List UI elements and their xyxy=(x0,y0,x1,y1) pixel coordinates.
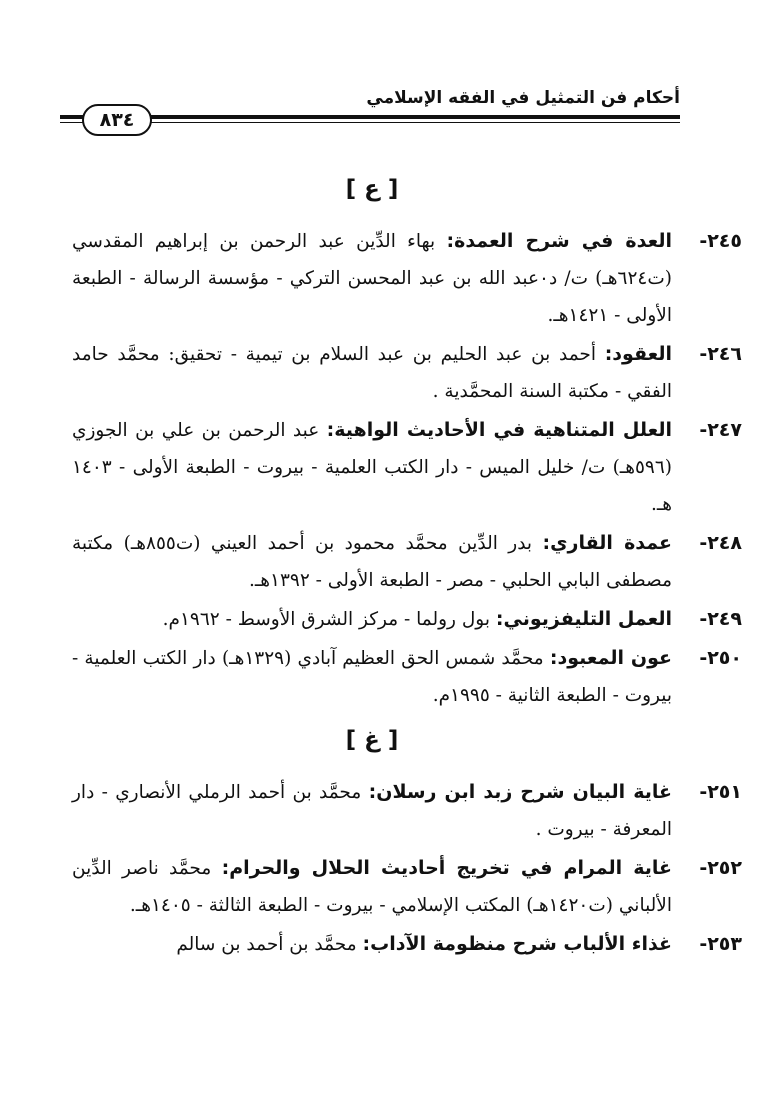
entry-text: بدر الدِّين محمَّد محمود بن أحمد العيني (ت٨٥٥هـ) مكتبة مصطفى البابي الحلبي - مصر - الطبعة الأولى - ١٣٩٢هـ. xyxy=(72,533,672,591)
entry-title: العمل التليفزيوني: xyxy=(495,608,672,630)
entry-number: ٢٥٣- xyxy=(699,933,742,955)
bibliography-entry xyxy=(72,926,742,963)
entry-text: بهاء الدِّين عبد الرحمن بن إبراهيم المقدسي (ت٦٢٤هـ) ت/ د٠عبد الله بن عبد المحسن التركي - مؤسسة الرسالة - الطبعة الأولى - ١٤٢١هـ. xyxy=(72,231,672,326)
header-rule-thin xyxy=(142,122,680,123)
entry-number: ٢٥٢- xyxy=(699,857,742,879)
entry-text: بول رولما - مركز الشرق الأوسط - ١٩٦٢م. xyxy=(162,609,491,630)
entry-number: ٢٥٠- xyxy=(699,647,742,669)
section-heading-ghain: [ غ ] xyxy=(345,727,399,753)
entry-text: محمَّد بن أحمد الرملي الأنصاري - دار المعرفة - بيروت . xyxy=(72,782,672,840)
entry-title: غاية البيان شرح زبد ابن رسلان: xyxy=(368,781,672,803)
entry-number: ٢٤٨- xyxy=(699,532,742,554)
page-header xyxy=(60,80,680,136)
entry-number: ٢٤٩- xyxy=(699,608,742,630)
bibliography-entry xyxy=(72,336,742,410)
entry-text: عبد الرحمن بن علي بن الجوزي (٥٩٦هـ) ت/ خليل الميس - دار الكتب العلمية - بيروت - الطبعة الأولى - ١٤٠٣ هـ. xyxy=(72,420,672,515)
entry-title: عمدة القاري: xyxy=(542,532,672,554)
entry-title: غاية المرام في تخريج أحاديث الحلال والحرام: xyxy=(221,857,672,879)
entry-number: ٢٤٦- xyxy=(699,343,742,365)
entry-title: العلل المتناهية في الأحاديث الواهية: xyxy=(326,419,672,441)
entry-title: العقود: xyxy=(604,343,672,365)
entry-title: العدة في شرح العمدة: xyxy=(446,230,672,252)
bibliography-entry xyxy=(72,525,742,599)
entry-number: ٢٥١- xyxy=(699,781,742,803)
entry-title: عون المعبود: xyxy=(549,647,672,669)
bibliography-content xyxy=(72,165,742,965)
section-heading-ain: [ ع ] xyxy=(345,176,399,202)
entry-number: ٢٤٥- xyxy=(699,230,742,252)
bibliography-entry xyxy=(72,640,742,714)
entry-number: ٢٤٧- xyxy=(699,419,742,441)
bibliography-entry xyxy=(72,412,742,523)
entry-text: أحمد بن عبد الحليم بن عبد السلام بن تيمية - تحقيق: محمَّد حامد الفقي - مكتبة السنة المحمَّدية . xyxy=(72,344,672,402)
bibliography-entry xyxy=(72,223,742,334)
bibliography-entry xyxy=(72,774,742,848)
header-rule-thick xyxy=(142,115,680,119)
entry-text: محمَّد بن أحمد بن سالم xyxy=(176,934,357,955)
running-header-title: أحكام فن التمثيل في الفقه الإسلامي xyxy=(366,88,680,108)
entry-text: محمَّد ناصر الدِّين الألباني (ت١٤٢٠هـ) المكتب الإسلامي - بيروت - الطبعة الثالثة - ١٤٠٥هـ. xyxy=(72,858,672,916)
entry-text: محمَّد شمس الحق العظيم آبادي (١٣٢٩هـ) دار الكتب العلمية - بيروت - الطبعة الثانية - ١٩٩٥م. xyxy=(72,648,672,706)
page-number: ٨٣٤ xyxy=(82,104,152,136)
bibliography-entry xyxy=(72,850,742,924)
entry-title: غذاء الألباب شرح منظومة الآداب: xyxy=(362,933,672,955)
bibliography-entry xyxy=(72,601,742,638)
